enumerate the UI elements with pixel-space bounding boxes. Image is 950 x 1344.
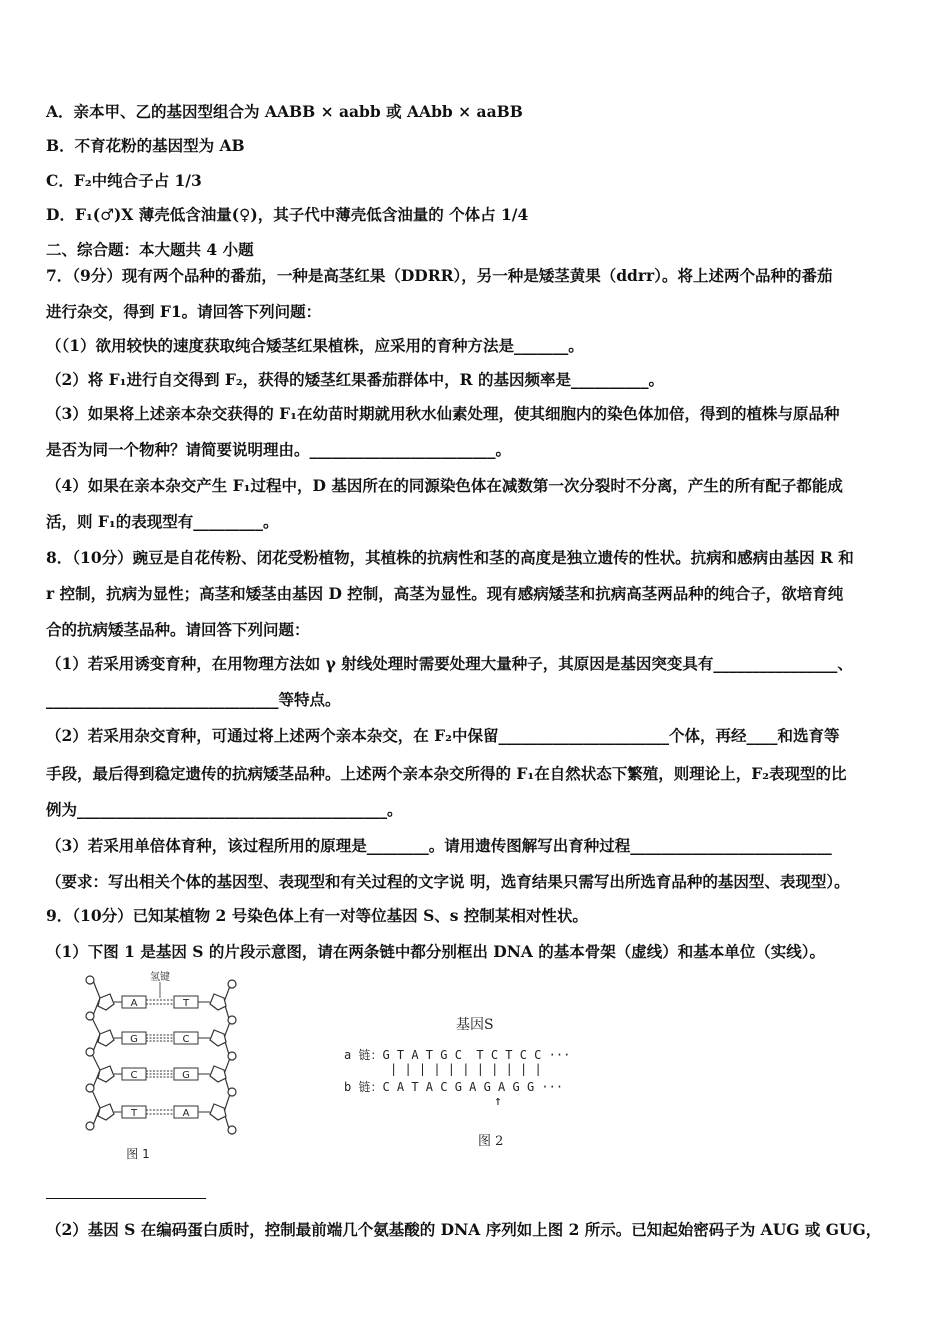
figure-2-caption: 图 2 <box>478 1134 504 1149</box>
text-line: D．F₁(♂)X 薄壳低含油量(♀)，其子代中薄壳低含油量的 个体占 1/4 <box>46 205 529 224</box>
base-right: T <box>182 998 190 1009</box>
text-line: 进行杂交，得到 F1。请回答下列问题： <box>46 302 322 321</box>
base-left: C <box>130 1070 138 1081</box>
text-line: （（1）欲用较快的速度获取纯合矮茎红果植株，应采用的育种方法是_______。 <box>46 336 584 355</box>
text-line: 手段，最后得到稳定遗传的抗病矮茎品种。上述两个亲本杂交所得的 F₁在自然状态下繁殖，则理论上，F₂表现型的比 <box>46 764 847 783</box>
text-line: （1）下图 1 是基因 S 的片段示意图，请在两条链中都分别框出 DNA 的基本骨架（虚线）和基本单位（实线）。 <box>46 942 826 961</box>
text-line: （3）若采用单倍体育种，该过程所用的原理是________。请用遗传图解写出育种过程__________________________ <box>46 836 832 855</box>
base-right: G <box>182 1070 190 1081</box>
text-line: （1）若采用诱变育种，在用物理方法如 γ 射线处理时需要处理大量种子，其原因是基因突变具有________________、 <box>46 654 853 673</box>
strand-b: b 链：C A T A C G A G A G G ··· <box>344 1080 564 1094</box>
text-line: 例为________________________________________。 <box>46 800 403 819</box>
base-left: G <box>130 1034 138 1045</box>
text-line: （4）如果在亲本杂交产生 F₁过程中，D 基因所在的同源染色体在减数第一次分裂时不分离，产生的所有配子都能成 <box>46 476 843 495</box>
figure-2-title: 基因S <box>456 1017 494 1033</box>
text-line: B．不育花粉的基因型为 AB <box>46 136 245 155</box>
hbond-label: 氢键 <box>150 972 170 983</box>
figure-1-caption: 图 1 <box>126 1147 150 1161</box>
text-line: （3）如果将上述亲本杂交获得的 F₁在幼苗时期就用秋水仙素处理，使其细胞内的染色体加倍，得到的植株与原品种 <box>46 404 840 423</box>
text-line: A．亲本甲、乙的基因型组合为 AABB × aabb 或 AAbb × aaBB <box>46 102 523 121</box>
footnote-separator <box>46 1198 206 1199</box>
text-line: 是否为同一个物种？请简要说明理由。________________________。 <box>46 440 512 459</box>
base-right: A <box>182 1108 190 1119</box>
text-line: 合的抗病矮茎品种。请回答下列问题： <box>46 620 310 639</box>
text-line: C．F₂中纯合子占 1/3 <box>46 171 202 190</box>
base-left: A <box>130 998 138 1009</box>
text-line: 9．（10分）已知某植物 2 号染色体上有一对等位基因 S、s 控制某相对性状。 <box>46 906 588 925</box>
strand-a: a 链：G T A T G C T C T C C ··· <box>344 1048 571 1062</box>
text-line: （2）若采用杂交育种，可通过将上述两个亲本杂交，在 F₂中保留______________________个体，再经____和选育等 <box>46 726 840 745</box>
text-line: （2）基因 S 在编码蛋白质时，控制最前端几个氨基酸的 DNA 序列如上图 2 所示。已知起始密码子为 AUG 或 GUG， <box>46 1220 882 1239</box>
text-line: 二、综合题：本大题共 4 小题 <box>46 240 254 259</box>
text-line: 活，则 F₁的表现型有_________。 <box>46 512 279 531</box>
figure-1-dna-fragment <box>78 968 248 1164</box>
text-line: （2）将 F₁进行自交得到 F₂，获得的矮茎红果番茄群体中，R 的基因频率是__________。 <box>46 370 664 389</box>
text-line: （要求：写出相关个体的基因型、表现型和有关过程的文字说 明，选育结果只需写出所选育品种的基因型、表现型）。 <box>46 872 850 891</box>
base-right: C <box>182 1034 190 1045</box>
text-line: 7．（9分）现有两个品种的番茄，一种是高茎红果（DDRR），另一种是矮茎黄果（ddrr）。将上述两个品种的番茄 <box>46 266 833 285</box>
text-line: 8．（10分）豌豆是自花传粉、闭花受粉植物，其植株的抗病性和茎的高度是独立遗传的性状。抗病和感病由基因 R 和 <box>46 548 854 567</box>
arrow-icon: ↑ <box>494 1094 502 1109</box>
hydrogen-bond-bars: | | | | | | | | | | | <box>390 1062 542 1076</box>
base-left: T <box>130 1108 138 1119</box>
text-line: r 控制，抗病为显性；高茎和矮茎由基因 D 控制，高茎为显性。现有感病矮茎和抗病高茎两品种的纯合子，欲培育纯 <box>46 584 844 603</box>
text-line: ______________________________等特点。 <box>46 690 341 709</box>
